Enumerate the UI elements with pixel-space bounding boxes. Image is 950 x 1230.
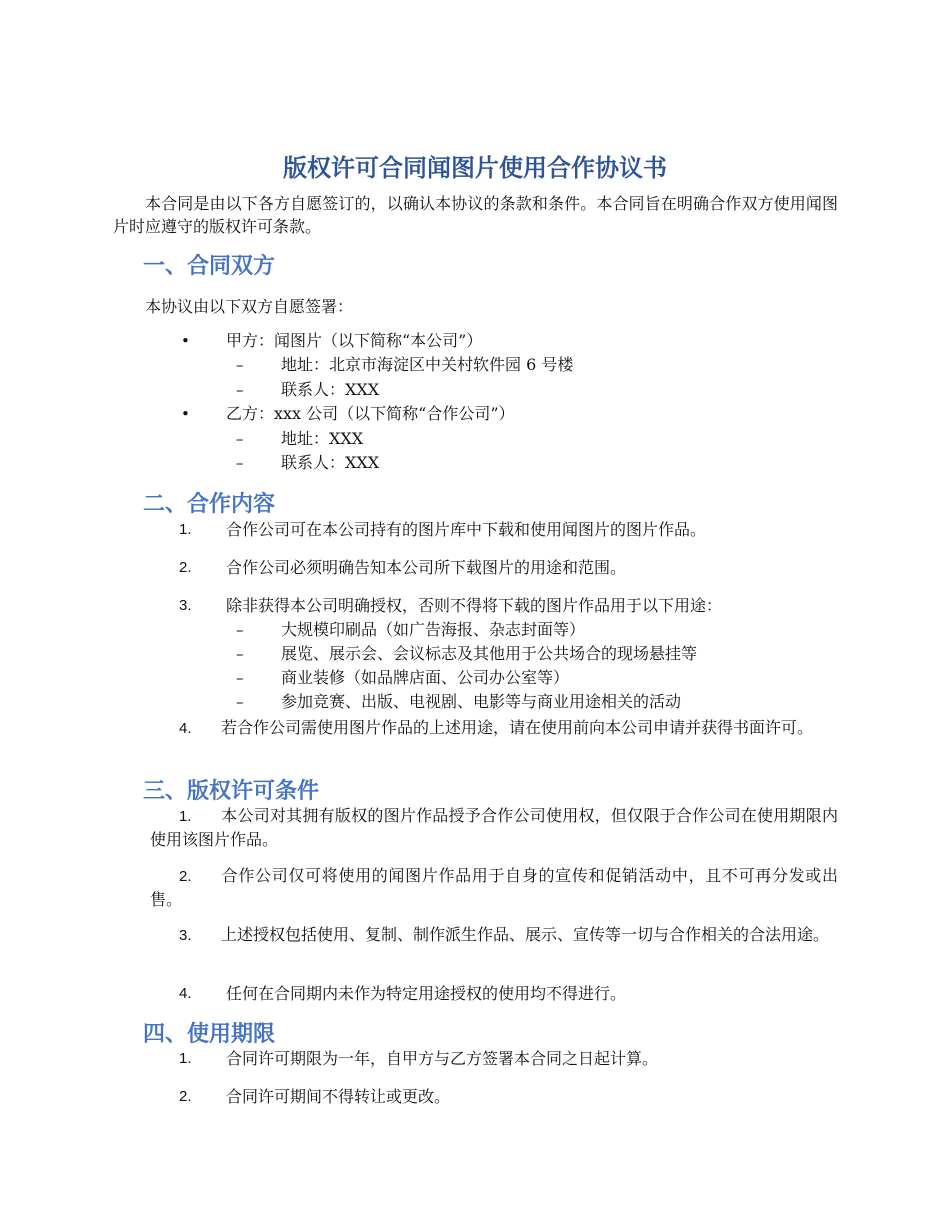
license-item bbox=[150, 864, 838, 911]
dash-marker: – bbox=[236, 356, 244, 374]
list-number: 1. bbox=[179, 808, 192, 825]
party-a-contact: 联系人：XXX bbox=[281, 380, 380, 399]
restricted-use: 大规模印刷品（如广告海报、杂志封面等） bbox=[281, 620, 586, 639]
list-number: 2. bbox=[179, 1088, 192, 1105]
party-a: 甲方：闻图片（以下简称“本公司”） bbox=[226, 331, 483, 350]
license-item-text: 本公司对其拥有版权的图片作品授予合作公司使用权，但仅限于合作公司在使用期限内使用该图片作品。 bbox=[150, 806, 838, 849]
dash-marker: – bbox=[236, 381, 244, 399]
section-heading-content: 二、合作内容 bbox=[143, 492, 276, 517]
list-number: 4. bbox=[179, 720, 192, 737]
term-item: 合同许可期间不得转让或更改。 bbox=[226, 1087, 451, 1106]
content-item: 除非获得本公司明确授权，否则不得将下载的图片作品用于以下用途： bbox=[226, 596, 723, 615]
dash-marker: – bbox=[236, 693, 244, 711]
list-number: 3. bbox=[179, 927, 192, 944]
list-number: 1. bbox=[179, 1050, 192, 1067]
restricted-use: 展览、展示会、会议标志及其他用于公共场合的现场悬挂等 bbox=[281, 644, 698, 663]
content-item: 合作公司必须明确告知本公司所下载图片的用途和范围。 bbox=[226, 558, 627, 577]
party-b: 乙方：xxx 公司（以下简称“合作公司”） bbox=[226, 404, 515, 423]
restricted-use: 商业装修（如品牌店面、公司办公室等） bbox=[281, 668, 570, 687]
content-item: 合作公司可在本公司持有的图片库中下载和使用闻图片的图片作品。 bbox=[226, 520, 707, 539]
list-number: 4. bbox=[179, 985, 192, 1002]
license-item-text: 上述授权包括使用、复制、制作派生作品、展示、宣传等一切与合作相关的合法用途。 bbox=[221, 925, 830, 944]
content-item-text: 若合作公司需使用图片作品的上述用途，请在使用前向本公司申请并获得书面许可。 bbox=[221, 718, 814, 737]
restricted-use: 参加竞赛、出版、电视剧、电影等与商业用途相关的活动 bbox=[281, 692, 682, 711]
section-heading-parties: 一、合同双方 bbox=[143, 254, 276, 279]
license-item-text: 合作公司仅可将使用的闻图片作品用于自身的宣传和促销活动中，且不可再分发或出售。 bbox=[150, 866, 838, 909]
list-number: 1. bbox=[179, 521, 192, 538]
bullet-marker: • bbox=[181, 405, 190, 423]
dash-marker: – bbox=[236, 669, 244, 687]
party-b-contact: 联系人：XXX bbox=[281, 453, 380, 472]
list-number: 2. bbox=[179, 559, 192, 576]
dash-marker: – bbox=[236, 454, 244, 472]
bullet-marker: • bbox=[181, 332, 190, 350]
dash-marker: – bbox=[236, 645, 244, 663]
section-heading-license: 三、版权许可条件 bbox=[143, 779, 320, 804]
party-a-address: 地址：北京市海淀区中关村软件园 6 号楼 bbox=[281, 355, 574, 374]
license-item: 任何在合同期内未作为特定用途授权的使用均不得进行。 bbox=[226, 984, 627, 1003]
license-item bbox=[150, 923, 838, 947]
intro-paragraph: 本合同是由以下各方自愿签订的，以确认本协议的条款和条件。本合同旨在明确合作双方使用闻图片时应遵守的版权许可条款。 bbox=[113, 194, 838, 236]
license-item bbox=[150, 804, 838, 851]
dash-marker: – bbox=[236, 621, 244, 639]
document-title: 版权许可合同闻图片使用合作协议书 bbox=[283, 154, 667, 182]
dash-marker: – bbox=[236, 430, 244, 448]
parties-lead: 本协议由以下双方自愿签署： bbox=[145, 297, 354, 316]
list-number: 3. bbox=[179, 597, 192, 614]
party-b-address: 地址：XXX bbox=[281, 429, 364, 448]
content-item-wrapped bbox=[150, 716, 838, 740]
section-heading-term: 四、使用期限 bbox=[143, 1022, 276, 1047]
list-number: 2. bbox=[179, 868, 192, 885]
term-item: 合同许可期限为一年，自甲方与乙方签署本合同之日起计算。 bbox=[226, 1049, 659, 1068]
